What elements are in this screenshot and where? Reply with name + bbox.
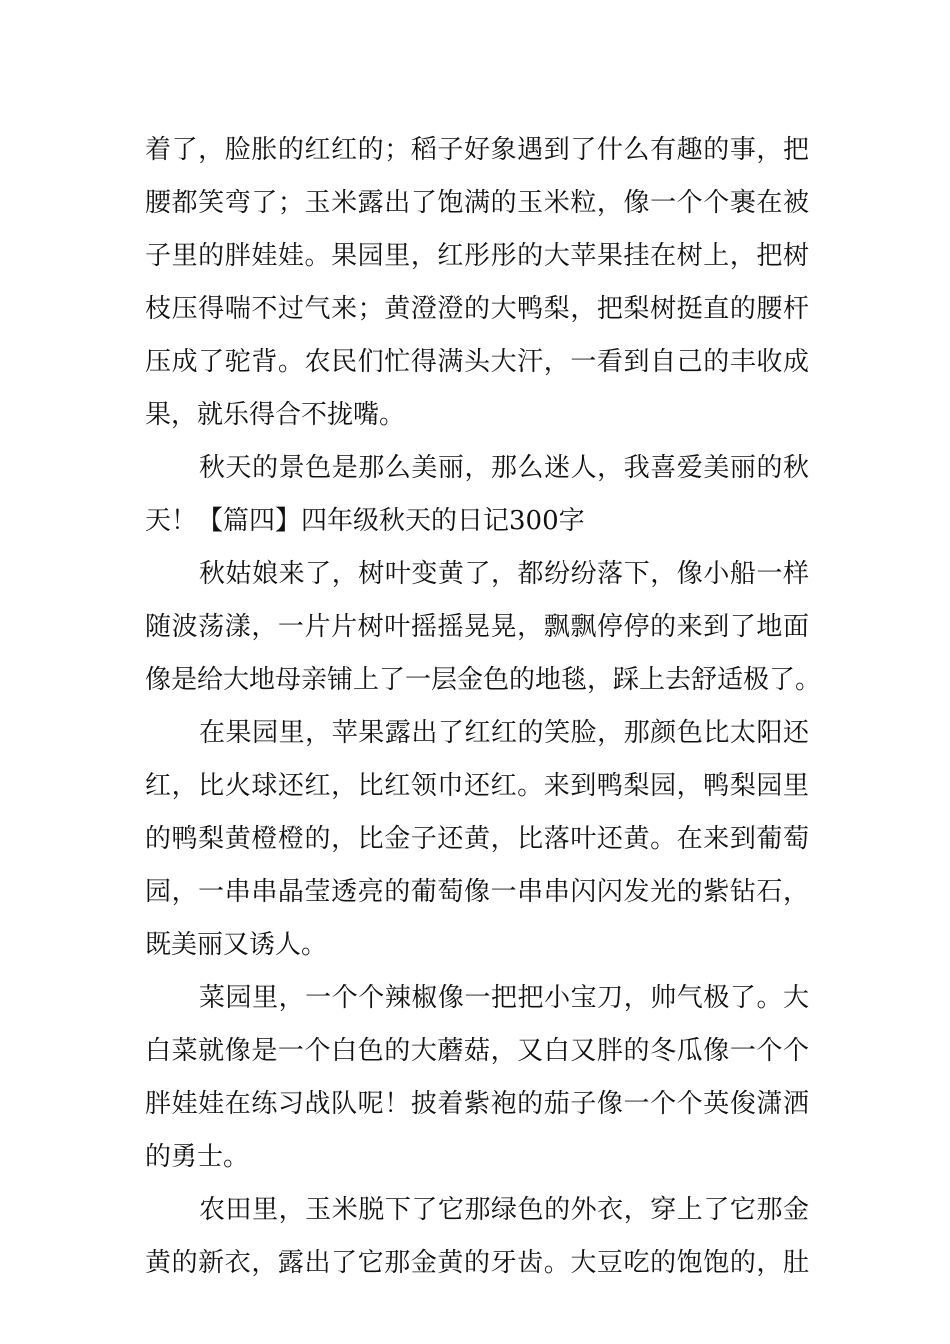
text-line: 胖娃娃在练习战队呢！披着紫袍的茄子像一个个英俊潇洒 (145, 1089, 809, 1119)
text-line: 秋姑娘来了，树叶变黄了，都纷纷落下，像小船一样 (199, 559, 809, 589)
text-line: 压成了驼背。农民们忙得满头大汗，一看到自己的丰收成 (145, 347, 809, 377)
body-text (145, 124, 822, 1290)
text-line: 随波荡漾，一片片树叶摇摇晃晃，飘飘停停的来到了地面 (145, 612, 809, 642)
text-line: 的勇士。 (145, 1142, 250, 1172)
text-line: 子里的胖娃娃。果园里，红彤彤的大苹果挂在树上，把树 (145, 241, 809, 271)
text-line: 黄的新衣，露出了它那金黄的牙齿。大豆吃的饱饱的，肚 (145, 1248, 809, 1278)
text-line: 的鸭梨黄橙橙的，比金子还黄，比落叶还黄。在来到葡萄 (145, 824, 809, 854)
text-line: 天！【篇四】四年级秋天的日记300字 (145, 506, 585, 536)
text-line: 菜园里，一个个辣椒像一把把小宝刀，帅气极了。大 (199, 983, 809, 1013)
text-line: 果，就乐得合不拢嘴。 (145, 400, 406, 430)
text-line: 腰都笑弯了；玉米露出了饱满的玉米粒，像一个个裹在被 (145, 188, 809, 218)
text-line: 红，比火球还红，比红领巾还红。来到鸭梨园，鸭梨园里 (145, 771, 809, 801)
text-line: 在果园里，苹果露出了红红的笑脸，那颜色比太阳还 (199, 718, 809, 748)
text-line: 像是给大地母亲铺上了一层金色的地毯，踩上去舒适极了。 (145, 665, 822, 695)
text-line: 既美丽又诱人。 (145, 930, 328, 960)
text-line: 农田里，玉米脱下了它那绿色的外衣，穿上了它那金 (199, 1195, 809, 1225)
text-line: 白菜就像是一个白色的大蘑菇，又白又胖的冬瓜像一个个 (145, 1036, 809, 1066)
text-line: 秋天的景色是那么美丽，那么迷人，我喜爱美丽的秋 (199, 453, 809, 483)
text-line: 枝压得喘不过气来；黄澄澄的大鸭梨，把梨树挺直的腰杆 (145, 294, 809, 324)
text-line: 着了，脸胀的红红的；稻子好象遇到了什么有趣的事，把 (145, 135, 809, 165)
text-line: 园，一串串晶莹透亮的葡萄像一串串闪闪发光的紫钻石， (145, 877, 809, 907)
